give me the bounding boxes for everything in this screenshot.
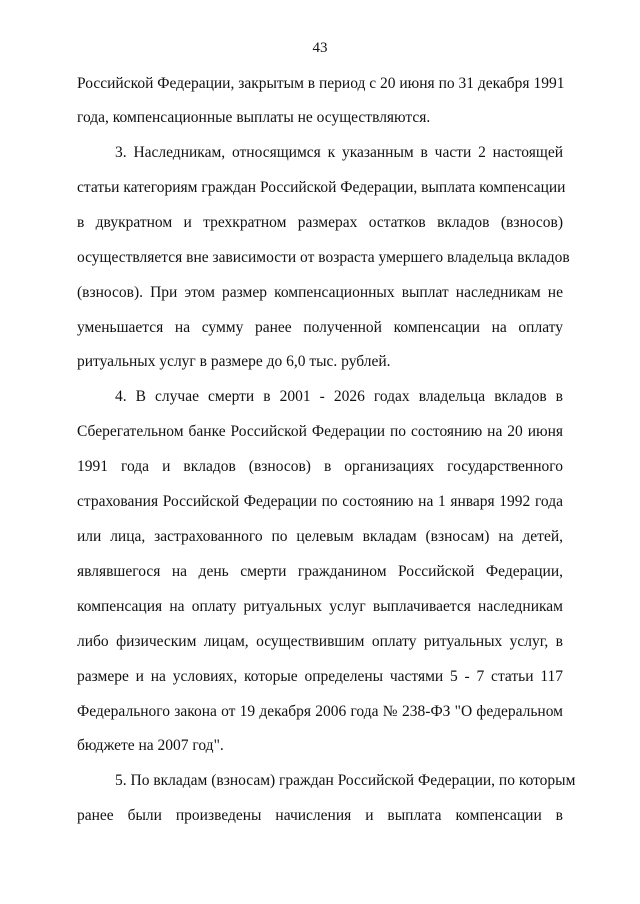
paragraph-2-line-6: уменьшается на сумму ранее полученной компенсации на оплату [77,319,563,336]
paragraph-3-line-11: бюджете на 2007 год". [77,737,224,754]
paragraph-2-line-5: (взносов). При этом размер компенсационных выплат наследникам не [77,284,563,301]
paragraph-3-line-5: или лица, застрахованного по целевым вкладам (взносам) на детей, [77,528,563,545]
paragraph-2-line-1: 3. Наследникам, относящимся к указанным в части 2 настоящей [115,144,563,161]
paragraph-3-line-4: страхования Российской Федерации по состоянию на 1 января 1992 года [77,493,563,510]
paragraph-4-line-1: 5. По вкладам (взносам) граждан Российской Федерации, по которым [115,772,576,789]
paragraph-2-line-4: осуществляется вне зависимости от возраста умершего владельца вкладов [77,249,570,266]
paragraph-2-line-7: ритуальных услуг в размере до 6,0 тыс. рублей. [77,353,391,370]
paragraph-3-line-2: Сберегательном банке Российской Федерации по состоянию на 20 июня [77,423,563,440]
paragraph-2-line-2: статьи категориям граждан Российской Федерации, выплата компенсации [77,179,566,196]
paragraph-3-line-1: 4. В случае смерти в 2001 - 2026 годах владельца вкладов в [115,388,563,405]
paragraph-2-line-3: в двукратном и трехкратном размерах остатков вкладов (взносов) [77,214,563,231]
paragraph-3-line-9: размере и на условиях, которые определены частями 5 - 7 статьи 117 [77,668,563,685]
paragraph-3-line-7: компенсация на оплату ритуальных услуг выплачивается наследникам [77,598,563,615]
paragraph-3-line-3: 1991 года и вкладов (взносов) в организациях государственного [77,458,563,475]
page-number: 43 [312,40,328,56]
paragraph-1-line-2: года, компенсационные выплаты не осуществляются. [77,109,431,126]
paragraph-1-line-1: Российской Федерации, закрытым в период с 20 июня по 31 декабря 1991 [77,75,565,92]
paragraph-4-line-2: ранее были произведены начисления и выплата компенсации в [77,807,563,824]
paragraph-3-line-8: либо физическим лицам, осуществившим оплату ритуальных услуг, в [77,633,563,650]
paragraph-3-line-10: Федерального закона от 19 декабря 2006 года № 238-ФЗ "О федеральном [77,703,563,720]
paragraph-3-line-6: являвшегося на день смерти гражданином Российской Федерации, [77,563,563,580]
